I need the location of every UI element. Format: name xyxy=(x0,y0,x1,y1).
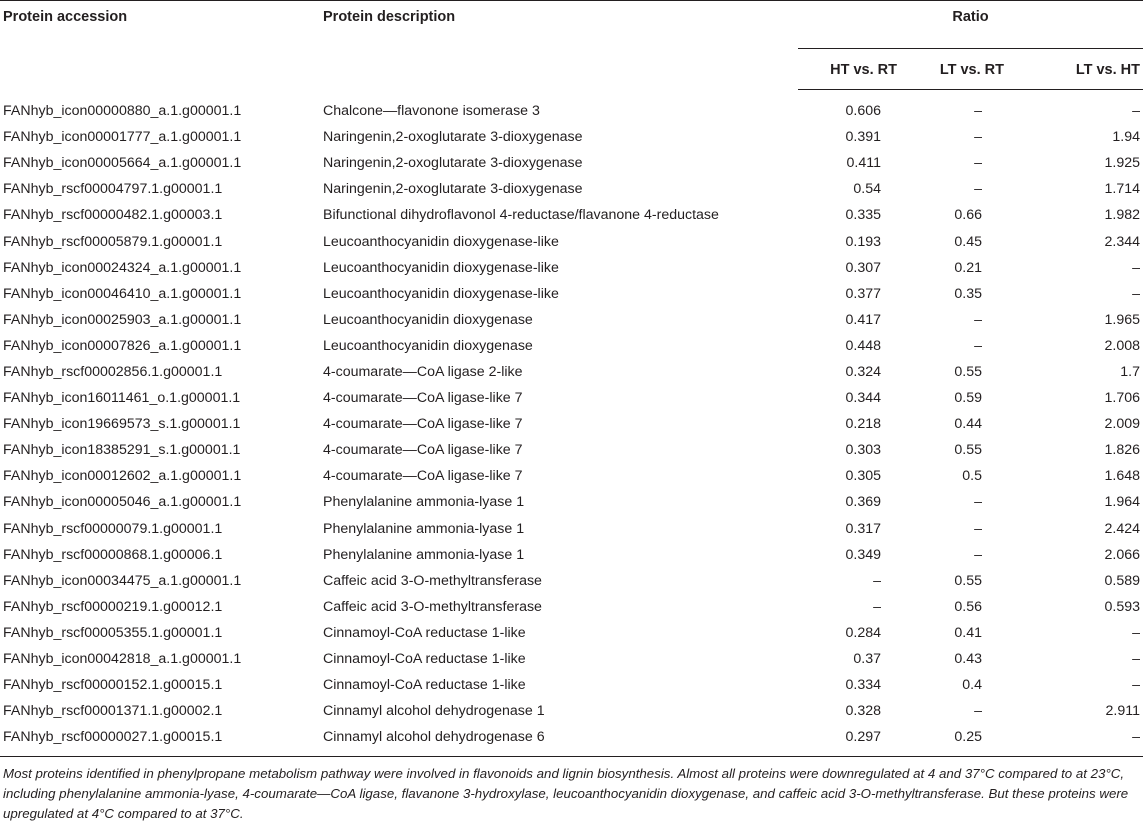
table-row xyxy=(0,698,1143,724)
table-body xyxy=(0,90,1143,757)
protein-accession-cell: FANhyb_rscf00005879.1.g00001.1 xyxy=(3,233,223,250)
ht-vs-rt-cell: 0.37 xyxy=(853,651,881,668)
lt-vs-rt-cell: – xyxy=(974,494,982,511)
protein-accession-cell: FANhyb_icon16011461_o.1.g00001.1 xyxy=(3,390,241,407)
table-row xyxy=(0,385,1143,411)
protein-description-cell: Caffeic acid 3-O-methyltransferase xyxy=(323,598,542,615)
lt-vs-ht-cell: 2.344 xyxy=(1104,233,1140,250)
ht-vs-rt-cell: 0.411 xyxy=(846,155,881,172)
protein-description-cell: Chalcone—flavonone isomerase 3 xyxy=(323,102,540,119)
lt-vs-rt-cell: – xyxy=(974,311,982,328)
ht-vs-rt-cell: 0.349 xyxy=(845,546,881,563)
lt-vs-ht-cell: – xyxy=(1132,285,1140,302)
table-row xyxy=(0,359,1143,385)
protein-accession-cell: FANhyb_rscf00004797.1.g00001.1 xyxy=(3,181,223,198)
table-row xyxy=(0,437,1143,463)
header-ratio: Ratio xyxy=(798,1,1143,49)
lt-vs-ht-cell: 1.826 xyxy=(1104,442,1140,459)
table-row xyxy=(0,463,1143,489)
table-row xyxy=(0,202,1143,228)
lt-vs-rt-cell: 0.44 xyxy=(954,416,982,433)
lt-vs-ht-cell: 0.589 xyxy=(1104,572,1140,589)
lt-vs-rt-cell: 0.55 xyxy=(954,442,982,459)
table-row xyxy=(0,489,1143,515)
protein-description-cell: Cinnamyl alcohol dehydrogenase 6 xyxy=(322,724,798,757)
protein-accession-cell: FANhyb_rscf00000152.1.g00015.1 xyxy=(3,677,223,694)
protein-accession-cell: FANhyb_icon00005046_a.1.g00001.1 xyxy=(3,494,242,511)
header-ht-vs-rt: HT vs. RT xyxy=(798,49,911,90)
protein-description-cell: Phenylalanine ammonia-lyase 1 xyxy=(323,520,525,537)
protein-accession-cell: FANhyb_icon18385291_s.1.g00001.1 xyxy=(3,442,241,459)
protein-description-cell: Leucoanthocyanidin dioxygenase-like xyxy=(323,259,559,276)
table-row xyxy=(0,124,1143,150)
lt-vs-ht-cell: 1.964 xyxy=(1104,494,1140,511)
protein-description-cell: Cinnamoyl-CoA reductase 1-like xyxy=(323,677,526,694)
protein-accession-cell: FANhyb_rscf00000079.1.g00001.1 xyxy=(3,520,223,537)
lt-vs-ht-cell: 2.009 xyxy=(1104,416,1140,433)
ht-vs-rt-cell: 0.307 xyxy=(845,259,881,276)
lt-vs-rt-cell: 0.55 xyxy=(954,363,982,380)
lt-vs-ht-cell: 1.7 xyxy=(1120,363,1140,380)
ht-vs-rt-cell: 0.218 xyxy=(845,416,881,433)
protein-description-cell: Phenylalanine ammonia-lyase 1 xyxy=(323,494,525,511)
protein-accession-cell: FANhyb_rscf00000027.1.g00015.1 xyxy=(0,724,322,757)
lt-vs-ht-cell: – xyxy=(1132,651,1140,668)
lt-vs-rt-cell: 0.66 xyxy=(954,207,982,224)
table-footnote: Most proteins identified in phenylpropane metabolism pathway were involved in flavonoids and lignin biosynthesis. Almost all proteins were downregulated at 4 and 37°C compared to at 23°C, including phenylalanine ammonia-lyase, 4-coumarate—CoA ligase, flavanone 3-hydroxylase, leucoanthocyanidin dioxygenase, and caffeic acid 3-O-methyltransferase. But these proteins were upregulated at 4°C compared to at 37°C. xyxy=(3,766,1129,821)
protein-accession-cell: FANhyb_icon00024324_a.1.g00001.1 xyxy=(3,259,242,276)
protein-description-cell: Naringenin,2-oxoglutarate 3-dioxygenase xyxy=(323,181,583,198)
protein-description-cell: Naringenin,2-oxoglutarate 3-dioxygenase xyxy=(323,129,583,146)
table-row xyxy=(0,516,1143,542)
lt-vs-ht-cell: 1.925 xyxy=(1104,155,1140,172)
protein-description-cell: Leucoanthocyanidin dioxygenase xyxy=(323,337,533,354)
protein-description-cell: Leucoanthocyanidin dioxygenase-like xyxy=(323,285,559,302)
header-lt-vs-ht: LT vs. HT xyxy=(1026,49,1143,90)
protein-accession-cell: FANhyb_rscf00000868.1.g00006.1 xyxy=(3,546,223,563)
ht-vs-rt-cell: – xyxy=(873,598,881,615)
protein-accession-cell: FANhyb_rscf00000482.1.g00003.1 xyxy=(3,207,223,224)
protein-accession-cell: FANhyb_rscf00005355.1.g00001.1 xyxy=(3,624,223,641)
lt-vs-ht-cell: 1.94 xyxy=(1112,129,1140,146)
table-row xyxy=(0,672,1143,698)
protein-accession-cell: FANhyb_icon00000880_a.1.g00001.1 xyxy=(3,102,242,119)
protein-description-cell: Cinnamyl alcohol dehydrogenase 1 xyxy=(323,703,545,720)
table-row xyxy=(0,620,1143,646)
protein-description-cell: 4-coumarate—CoA ligase-like 7 xyxy=(323,390,523,407)
protein-accession-cell: FANhyb_icon00042818_a.1.g00001.1 xyxy=(3,651,242,668)
table-row xyxy=(0,724,1143,757)
table-row xyxy=(0,542,1143,568)
ht-vs-rt-cell: 0.606 xyxy=(845,103,881,120)
ht-vs-rt-cell: 0.369 xyxy=(845,494,881,511)
lt-vs-rt-cell: – xyxy=(974,546,982,563)
protein-accession-cell: FANhyb_icon00005664_a.1.g00001.1 xyxy=(3,155,242,172)
ht-vs-rt-cell: 0.377 xyxy=(845,285,881,302)
protein-description-cell: 4-coumarate—CoA ligase-like 7 xyxy=(323,442,523,459)
protein-accession-cell: FANhyb_rscf00002856.1.g00001.1 xyxy=(3,363,223,380)
table-row xyxy=(0,255,1143,281)
protein-description-cell: 4-coumarate—CoA ligase-like 7 xyxy=(323,416,523,433)
protein-description-cell: Naringenin,2-oxoglutarate 3-dioxygenase xyxy=(323,155,583,172)
header-protein-accession: Protein accession xyxy=(0,1,322,90)
table-row xyxy=(0,411,1143,437)
lt-vs-rt-cell: 0.56 xyxy=(954,598,982,615)
protein-description-cell: Cinnamoyl-CoA reductase 1-like xyxy=(323,651,526,668)
lt-vs-rt-cell: 0.21 xyxy=(954,259,982,276)
protein-description-cell: Caffeic acid 3-O-methyltransferase xyxy=(323,572,542,589)
lt-vs-rt-cell: – xyxy=(974,337,982,354)
protein-accession-cell: FANhyb_icon00007826_a.1.g00001.1 xyxy=(3,337,242,354)
ht-vs-rt-cell: 0.335 xyxy=(845,207,881,224)
lt-vs-rt-cell: – xyxy=(974,155,982,172)
lt-vs-rt-cell: 0.35 xyxy=(954,285,982,302)
lt-vs-rt-cell: 0.5 xyxy=(962,468,982,485)
ht-vs-rt-cell: 0.391 xyxy=(845,129,881,146)
header-lt-vs-rt: LT vs. RT xyxy=(911,49,1026,90)
lt-vs-ht-cell: – xyxy=(1132,677,1140,694)
lt-vs-ht-cell: – xyxy=(1132,624,1140,641)
table-row xyxy=(0,281,1143,307)
protein-description-cell: Leucoanthocyanidin dioxygenase-like xyxy=(323,233,559,250)
protein-accession-cell: FANhyb_icon19669573_s.1.g00001.1 xyxy=(3,416,241,433)
lt-vs-rt-cell: 0.45 xyxy=(954,233,982,250)
ht-vs-rt-cell: 0.344 xyxy=(845,390,881,407)
lt-vs-ht-cell: 2.911 xyxy=(1105,703,1140,720)
lt-vs-ht-cell: – xyxy=(1132,259,1140,276)
ht-vs-rt-cell: 0.193 xyxy=(845,233,881,250)
lt-vs-ht-cell: – xyxy=(1026,724,1143,757)
ht-vs-rt-cell: 0.305 xyxy=(845,468,881,485)
protein-description-cell: Bifunctional dihydroflavonol 4-reductase/flavanone 4-reductase xyxy=(323,207,719,224)
ht-vs-rt-cell: 0.303 xyxy=(845,442,881,459)
lt-vs-ht-cell: 0.593 xyxy=(1104,598,1140,615)
lt-vs-ht-cell: 2.066 xyxy=(1104,546,1140,563)
lt-vs-rt-cell: – xyxy=(974,129,982,146)
ht-vs-rt-cell: 0.297 xyxy=(798,724,911,757)
protein-description-cell: Leucoanthocyanidin dioxygenase xyxy=(323,311,533,328)
protein-accession-cell: FANhyb_rscf00000219.1.g00012.1 xyxy=(3,598,223,615)
ht-vs-rt-cell: 0.317 xyxy=(845,520,881,537)
lt-vs-rt-cell: – xyxy=(974,703,982,720)
ht-vs-rt-cell: 0.328 xyxy=(845,703,881,720)
lt-vs-rt-cell: – xyxy=(974,103,982,120)
lt-vs-ht-cell: 1.648 xyxy=(1104,468,1140,485)
lt-vs-ht-cell: – xyxy=(1132,103,1140,120)
lt-vs-rt-cell: 0.4 xyxy=(962,677,982,694)
header-protein-description: Protein description xyxy=(322,1,798,90)
table-row xyxy=(0,176,1143,202)
ht-vs-rt-cell: 0.284 xyxy=(845,624,881,641)
lt-vs-ht-cell: 1.714 xyxy=(1104,181,1140,198)
lt-vs-rt-cell: 0.25 xyxy=(911,724,1026,757)
table-row xyxy=(0,333,1143,359)
lt-vs-rt-cell: 0.41 xyxy=(954,624,982,641)
ht-vs-rt-cell: 0.448 xyxy=(845,337,881,354)
table-row xyxy=(0,90,1143,125)
protein-accession-cell: FANhyb_icon00012602_a.1.g00001.1 xyxy=(3,468,242,485)
protein-accession-cell: FANhyb_rscf00001371.1.g00002.1 xyxy=(3,703,223,720)
table-row xyxy=(0,568,1143,594)
lt-vs-rt-cell: – xyxy=(974,181,982,198)
protein-accession-cell: FANhyb_icon00025903_a.1.g00001.1 xyxy=(3,311,242,328)
lt-vs-rt-cell: 0.59 xyxy=(954,390,982,407)
protein-description-cell: 4-coumarate—CoA ligase 2-like xyxy=(323,363,523,380)
lt-vs-ht-cell: 2.008 xyxy=(1104,337,1140,354)
lt-vs-rt-cell: 0.55 xyxy=(954,572,982,589)
ht-vs-rt-cell: 0.54 xyxy=(853,181,881,198)
ht-vs-rt-cell: – xyxy=(873,572,881,589)
table-header xyxy=(0,1,1143,90)
lt-vs-ht-cell: 2.424 xyxy=(1104,520,1140,537)
table-row xyxy=(0,150,1143,176)
ht-vs-rt-cell: 0.334 xyxy=(845,677,881,694)
table-row xyxy=(0,228,1143,254)
protein-accession-cell: FANhyb_icon00034475_a.1.g00001.1 xyxy=(3,572,242,589)
lt-vs-ht-cell: 1.982 xyxy=(1104,207,1140,224)
table-row xyxy=(0,594,1143,620)
ht-vs-rt-cell: 0.324 xyxy=(845,363,881,380)
lt-vs-ht-cell: 1.706 xyxy=(1104,390,1140,407)
ht-vs-rt-cell: 0.417 xyxy=(845,311,881,328)
protein-description-cell: Phenylalanine ammonia-lyase 1 xyxy=(323,546,525,563)
protein-description-cell: Cinnamoyl-CoA reductase 1-like xyxy=(323,624,526,641)
lt-vs-rt-cell: 0.43 xyxy=(954,651,982,668)
table-row xyxy=(0,307,1143,333)
protein-accession-cell: FANhyb_icon00046410_a.1.g00001.1 xyxy=(3,285,242,302)
table-row xyxy=(0,646,1143,672)
protein-description-cell: 4-coumarate—CoA ligase-like 7 xyxy=(323,468,523,485)
lt-vs-rt-cell: – xyxy=(974,520,982,537)
protein-accession-cell: FANhyb_icon00001777_a.1.g00001.1 xyxy=(3,129,242,146)
lt-vs-ht-cell: 1.965 xyxy=(1104,311,1140,328)
